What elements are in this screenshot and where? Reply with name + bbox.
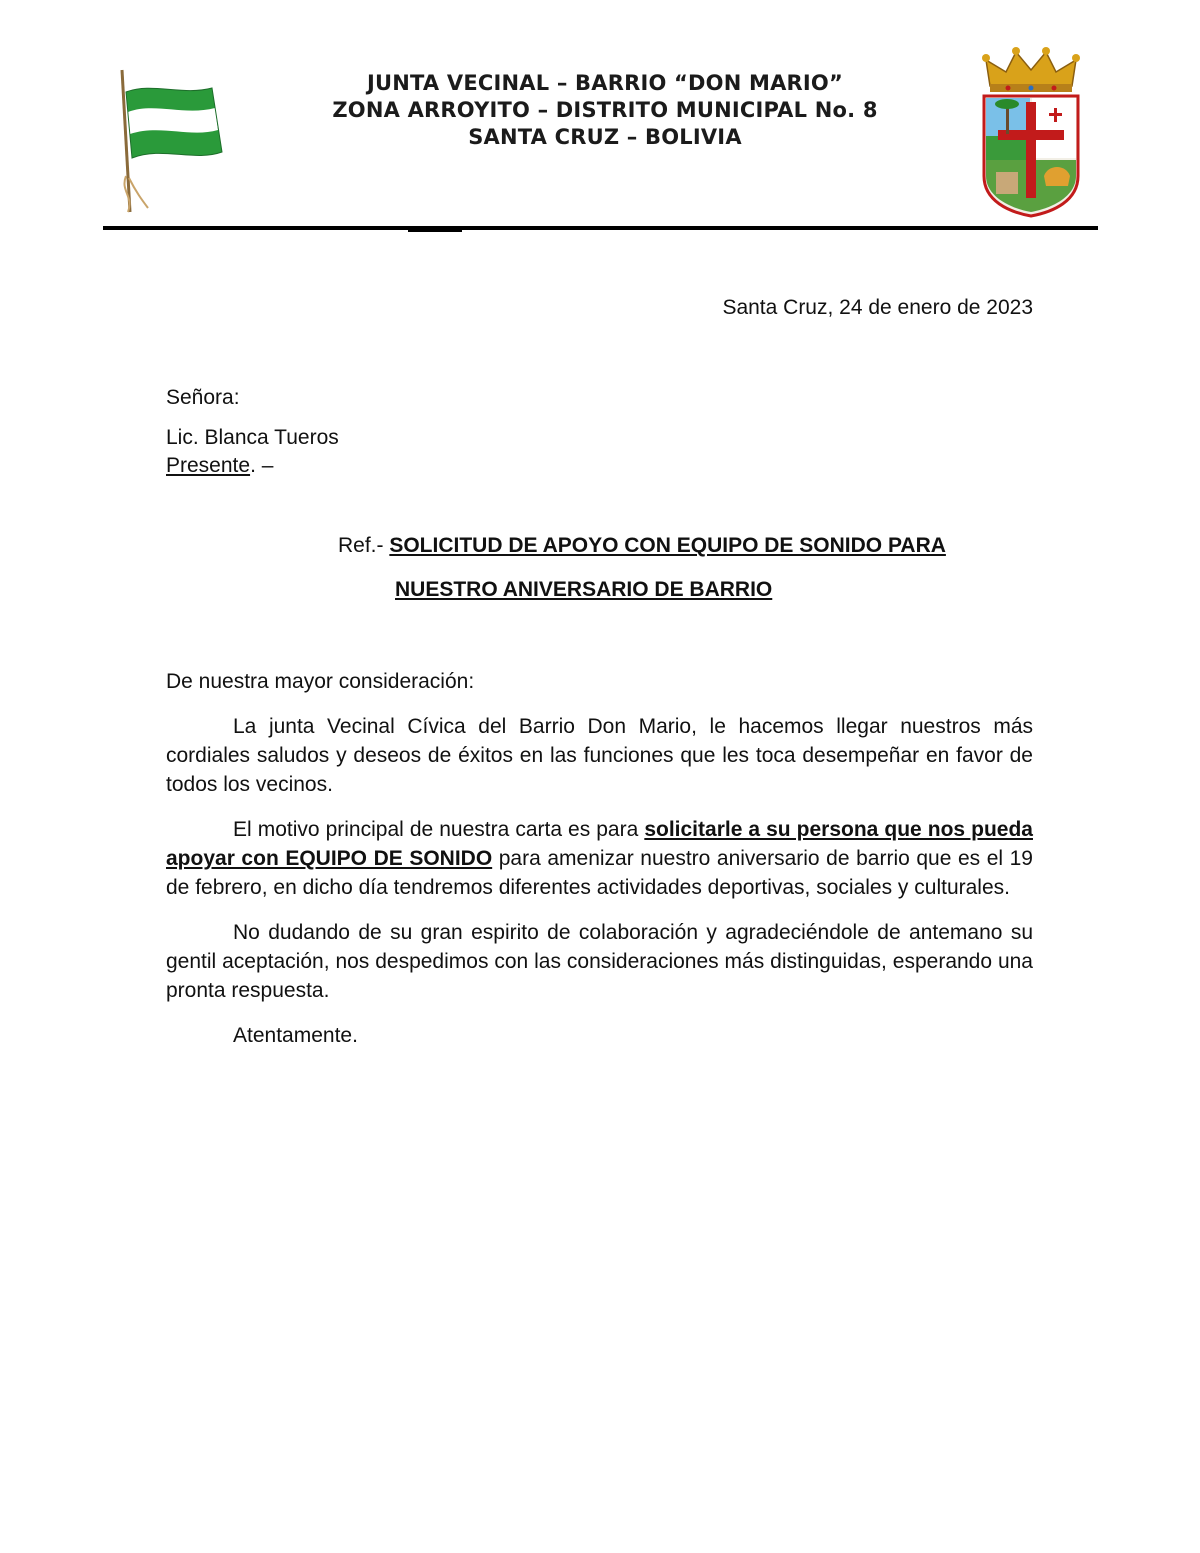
coat-of-arms-icon [978,46,1084,218]
header-divider-accent [408,230,462,232]
reference-prefix: Ref.- [338,534,390,557]
paragraph-2-request: solicitarle a su persona que nos pueda apoyar con EQUIPO DE SONIDO [166,818,1033,870]
presente-word: Presente [166,454,251,477]
paragraph-2-rest: para amenizar nuestro aniversario de barrio que es el 19 de febrero, en dicho día tendremos diferentes actividades deportivas, sociales y culturales. [166,847,1033,899]
letterhead [270,70,940,151]
letterhead-line-1: JUNTA VECINAL – BARRIO “DON MARIO” [367,71,843,95]
letterhead-line-2: ZONA ARROYITO – DISTRITO MUNICIPAL No. 8 [332,98,878,122]
greeting: De nuestra mayor consideración: [166,670,475,693]
paragraph-2-lead: El motivo principal de nuestra carta es para [233,818,645,841]
header-divider [103,226,1098,230]
letter-date: Santa Cruz, 24 de enero de 2023 [722,296,1033,319]
presente-suffix: . – [250,454,274,477]
letterhead-line-3: SANTA CRUZ – BOLIVIA [468,125,742,149]
paragraph-2 [166,815,1033,902]
letter-body [166,712,1033,1066]
paragraph-3: No dudando de su gran espirito de colaboración y agradeciéndole de antemano su gentil aceptación, nos despedimos con las consideraciones más distinguidas, esperando una pronta respuesta. [166,921,1033,1002]
closing: Atentamente. [233,1024,358,1047]
salutation: Señora: [166,386,240,409]
reference-subject-1: SOLICITUD DE APOYO CON EQUIPO DE SONIDO PARA [389,534,946,557]
reference-subject-2: NUESTRO ANIVERSARIO DE BARRIO [395,578,773,601]
reference-line-1 [338,534,946,558]
santa-cruz-flag-icon [112,66,230,216]
recipient-name: Lic. Blanca Tueros [166,426,339,449]
reference-line-2 [395,578,772,602]
paragraph-1: La junta Vecinal Cívica del Barrio Don Mario, le hacemos llegar nuestros más cordiales saludos y deseos de éxitos en las funciones que les toca desempeñar en favor de todos los vecinos. [166,715,1033,796]
presente-line [166,454,273,478]
